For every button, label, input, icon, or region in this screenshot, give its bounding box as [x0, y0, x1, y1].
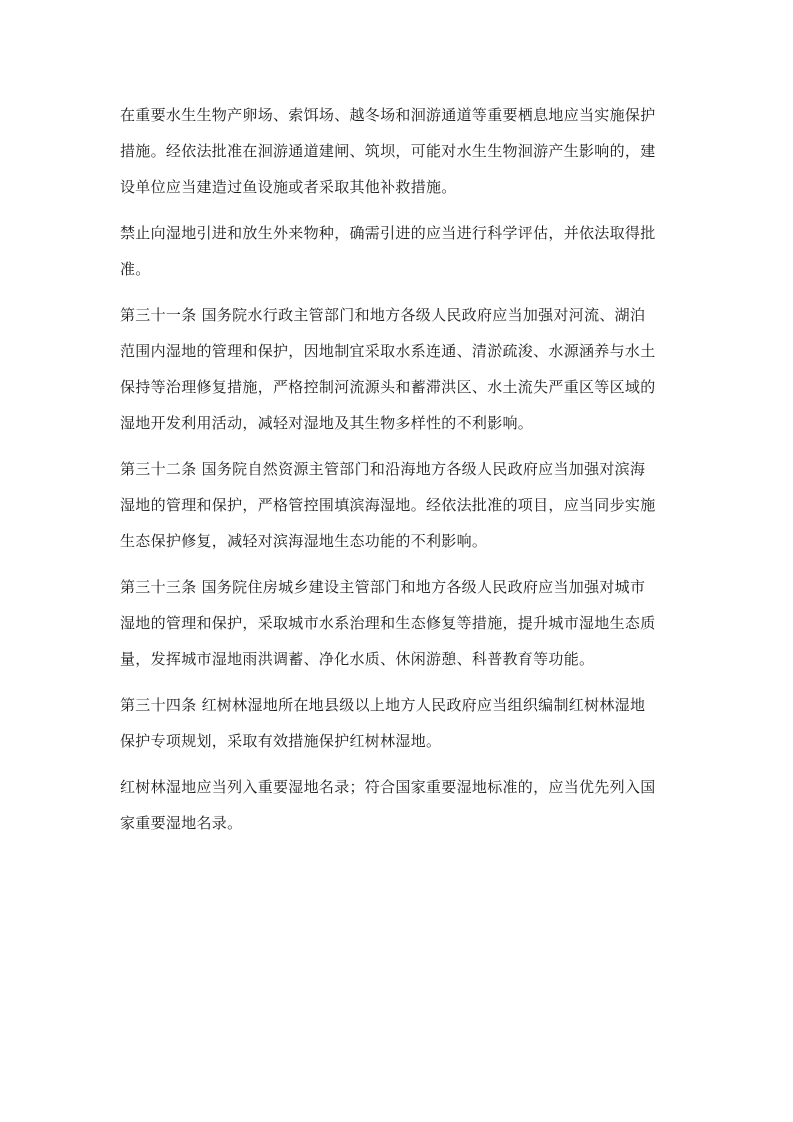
text-line: 湿地的管理和保护，采取城市水系治理和生态修复等措施，提升城市湿地生态质 — [120, 614, 656, 632]
text-line: 第三十四条 红树林湿地所在地县级以上地方人民政府应当组织编制红树林湿地 — [120, 696, 646, 714]
text-line: 设单位应当建造过鱼设施或者采取其他补救措施。 — [120, 178, 457, 196]
text-line: 禁止向湿地引进和放生外来物种，确需引进的应当进行科学评估，并依法取得批 — [120, 224, 656, 242]
article-31 — [120, 297, 680, 441]
text-line: 红树林湿地应当列入重要湿地名录；符合国家重要湿地标准的，应当优先列入国 — [120, 778, 656, 796]
text-line: 第三十二条 国务院自然资源主管部门和沿海地方各级人民政府应当加强对滨海 — [120, 460, 646, 478]
text-line: 保持等治理修复措施，严格控制河流源头和蓄滞洪区、水土流失严重区等区域的 — [120, 378, 656, 396]
text-line: 湿地的管理和保护，严格管控围填滨海湿地。经依法批准的项目，应当同步实施 — [120, 496, 656, 514]
text-line: 范围内湿地的管理和保护，因地制宜采取水系连通、清淤疏浚、水源涵养与水土 — [120, 342, 656, 360]
document-body — [120, 97, 680, 851]
paragraph-mangrove-list — [120, 769, 680, 841]
text-line: 措施。经依法批准在洄游通道建闸、筑坝，可能对水生生物洄游产生影响的，建 — [120, 142, 656, 160]
article-33 — [120, 569, 680, 677]
text-line: 生态保护修复，减轻对滨海湿地生态功能的不利影响。 — [120, 532, 488, 550]
article-32 — [120, 451, 680, 559]
text-line: 湿地开发利用活动，减轻对湿地及其生物多样性的不利影响。 — [120, 414, 534, 432]
paragraph-habitat-protection — [120, 97, 680, 205]
text-line: 第三十三条 国务院住房城乡建设主管部门和地方各级人民政府应当加强对城市 — [120, 578, 646, 596]
article-34 — [120, 687, 680, 759]
text-line: 保护专项规划，采取有效措施保护红树林湿地。 — [120, 732, 442, 750]
text-line: 准。 — [120, 260, 151, 278]
text-line: 量，发挥城市湿地雨洪调蓄、净化水质、休闲游憩、科普教育等功能。 — [120, 650, 595, 668]
paragraph-alien-species — [120, 215, 680, 287]
text-line: 家重要湿地名录。 — [120, 814, 243, 832]
text-line: 第三十一条 国务院水行政主管部门和地方各级人民政府应当加强对河流、湖泊 — [120, 306, 646, 324]
text-line: 在重要水生生物产卵场、索饵场、越冬场和洄游通道等重要栖息地应当实施保护 — [120, 106, 656, 124]
